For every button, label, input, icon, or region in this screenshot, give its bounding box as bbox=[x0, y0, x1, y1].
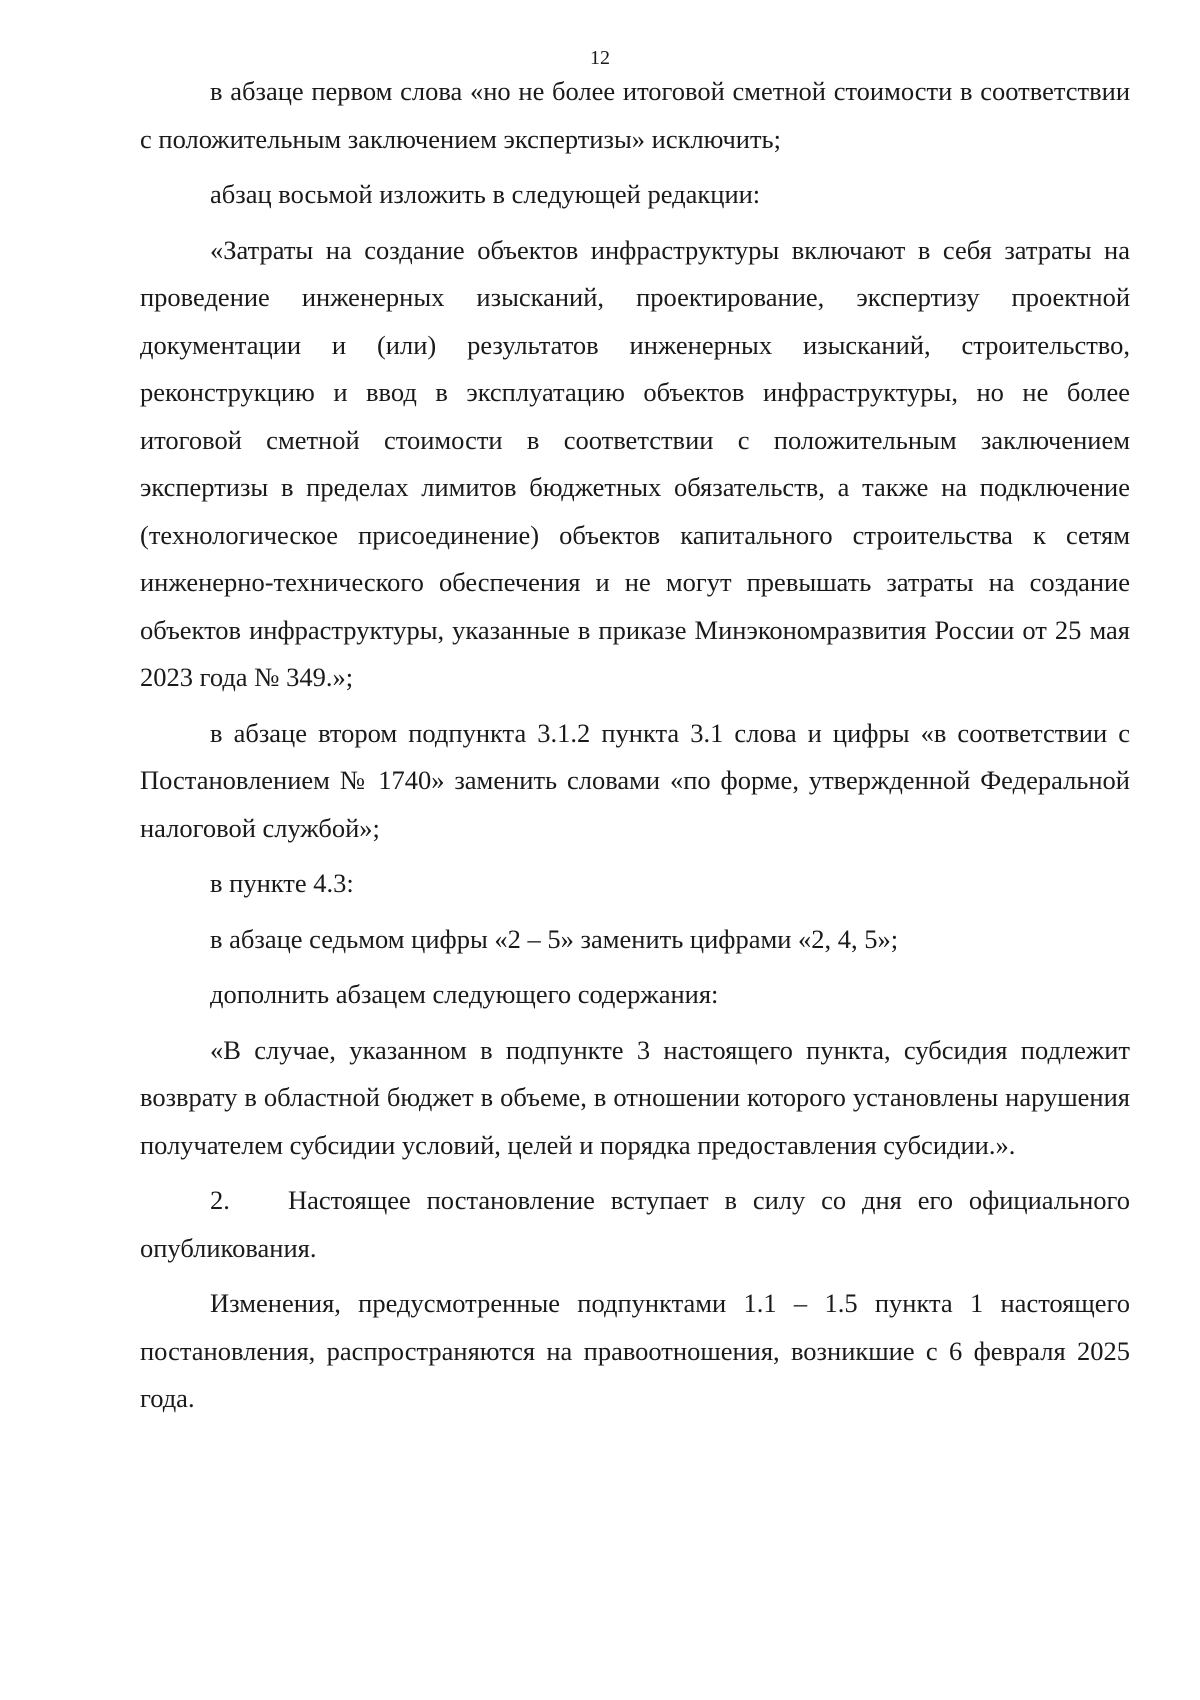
document-body bbox=[140, 68, 1130, 1423]
clause-2-text: Настоящее постановление вступает в силу со дня его официального опубликования. bbox=[140, 1185, 1130, 1263]
paragraph-seventh-abzac-digits: в абзаце седьмом цифры «2 – 5» заменить цифрами «2, 4, 5»; bbox=[210, 923, 899, 954]
page-number: 12 bbox=[590, 47, 610, 69]
clause-2 bbox=[140, 1177, 1130, 1272]
paragraph-exclude-words: в абзаце первом слова «но не более итоговой сметной стоимости в соответствии с положительным заключением экспертизы» исключить; bbox=[140, 76, 1130, 154]
paragraph-infrastructure-costs: «Затраты на создание объектов инфраструктуры включают в себя затраты на проведение инженерных изысканий, проектирование, экспертизу проектной документации и (или) результатов инженерных изысканий, строительство, реконструкцию и ввод в эксплуатацию объектов инфраструктуры, но не более итоговой сметной стоимости в соответствии с положительным заключением экспертизы в пределах лимитов бюджетных обязательств, а также на подключение (технологическое присоединение) объектов капитального строительства к сетям инженерно-технического обеспечения и не могут превышать затраты на создание объектов инфраструктуры, указанные в приказе Минэкономразвития России от 25 мая 2023 года № 349.»; bbox=[140, 234, 1130, 692]
paragraph-point-4-3: в пункте 4.3: bbox=[210, 868, 354, 898]
paragraph-subpoint-3-1-2: в абзаце втором подпункта 3.1.2 пункта 3.1 слова и цифры «в соответствии с Постановлением № 1740» заменить словами «по форме, утвержденной Федеральной налоговой службой»; bbox=[140, 717, 1130, 843]
paragraph-retroactive-changes: Изменения, предусмотренные подпунктами 1.1 – 1.5 пункта 1 настоящего постановления, распространяются на правоотношения, возникшие с 6 февраля 2025 года. bbox=[140, 1288, 1130, 1413]
paragraph-subsidy-return: «В случае, указанном в подпункте 3 настоящего пункта, субсидия подлежит возврату в областной бюджет в объеме, в отношении которого установлены нарушения получателем субсидии условий, целей и порядка предоставления субсидии.». bbox=[140, 1034, 1130, 1160]
clause-2-number: 2. bbox=[210, 1185, 230, 1215]
paragraph-supplement-intro: дополнить абзацем следующего содержания: bbox=[210, 979, 719, 1009]
paragraph-eighth-abzac-intro: абзац восьмой изложить в следующей редакции: bbox=[210, 179, 761, 209]
